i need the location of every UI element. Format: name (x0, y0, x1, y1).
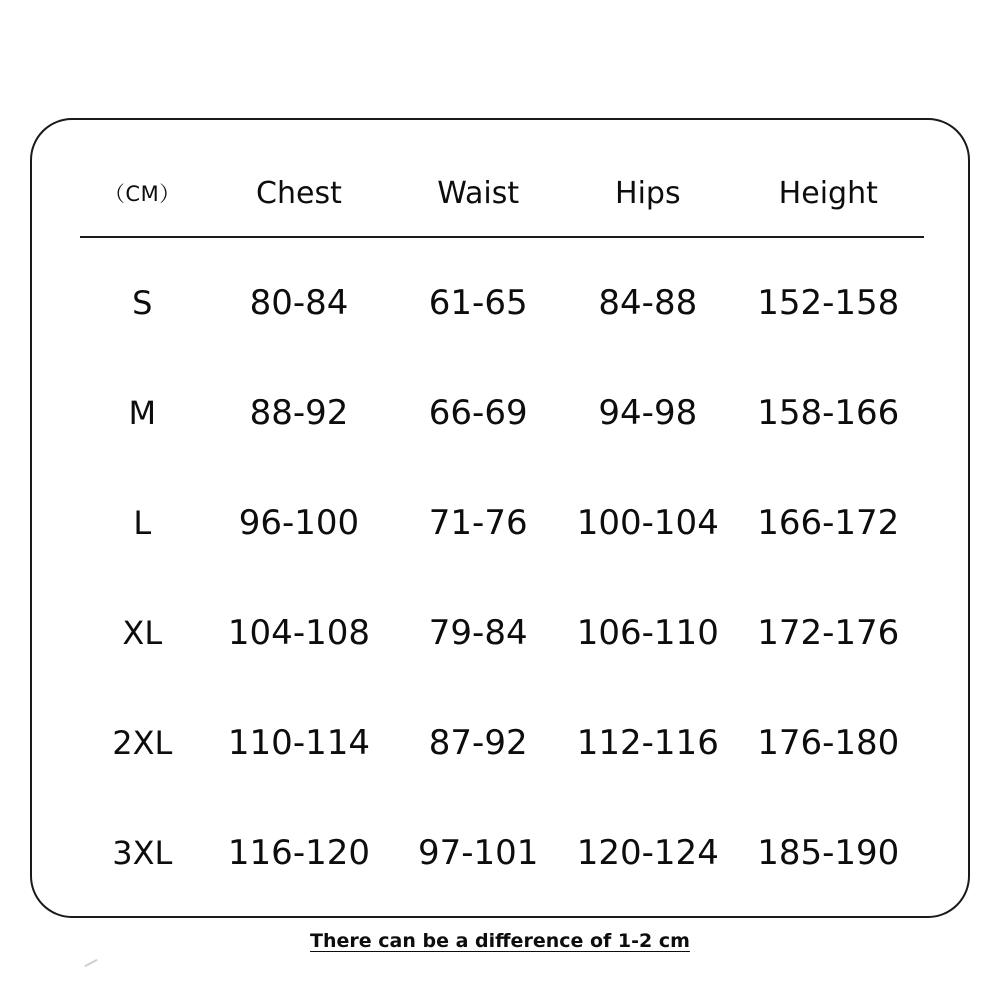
cell-hips: 84-88 (598, 283, 698, 323)
table-row (80, 688, 924, 798)
cell-chest: 116-120 (227, 833, 370, 873)
column-header-chest: Chest (256, 175, 342, 211)
cell-chest: 104-108 (227, 613, 370, 653)
size-chart-card (30, 118, 970, 918)
cell-waist: 66-69 (428, 393, 528, 433)
cell-size: M (128, 394, 157, 432)
cell-chest: 80-84 (249, 283, 349, 323)
table-row (80, 468, 924, 578)
cell-height: 172-176 (757, 613, 900, 653)
cell-waist: 97-101 (417, 833, 539, 873)
cell-size: XL (122, 614, 163, 652)
cell-hips: 100-104 (576, 503, 719, 543)
cell-chest: 110-114 (227, 723, 370, 763)
cell-waist: 61-65 (428, 283, 528, 323)
table-row (80, 358, 924, 468)
cell-size: 2XL (112, 724, 173, 762)
table-row (80, 238, 924, 358)
cell-hips: 106-110 (576, 613, 719, 653)
cell-waist: 71-76 (428, 503, 528, 543)
table-row (80, 798, 924, 908)
cell-size: S (132, 284, 153, 322)
cell-hips: 120-124 (576, 833, 719, 873)
cell-height: 185-190 (757, 833, 900, 873)
cell-height: 152-158 (757, 283, 900, 323)
footnote-text: There can be a difference of 1-2 cm (310, 930, 690, 952)
cell-height: 166-172 (757, 503, 900, 543)
column-header-height: Height (778, 175, 878, 211)
cell-chest: 96-100 (238, 503, 360, 543)
cell-waist: 87-92 (428, 723, 528, 763)
size-chart-footnote (0, 930, 1000, 952)
cell-waist: 79-84 (428, 613, 528, 653)
cell-size: 3XL (112, 834, 173, 872)
cell-size: L (133, 504, 152, 542)
cell-hips: 112-116 (576, 723, 719, 763)
table-header-row (80, 150, 924, 236)
cell-height: 176-180 (757, 723, 900, 763)
column-header-hips: Hips (615, 175, 681, 211)
cell-height: 158-166 (757, 393, 900, 433)
unit-label: （CM） (103, 182, 181, 206)
size-chart-table (80, 150, 924, 908)
column-header-waist: Waist (437, 175, 520, 211)
decorative-tick (84, 959, 97, 967)
cell-hips: 94-98 (598, 393, 698, 433)
cell-chest: 88-92 (249, 393, 349, 433)
table-row (80, 578, 924, 688)
